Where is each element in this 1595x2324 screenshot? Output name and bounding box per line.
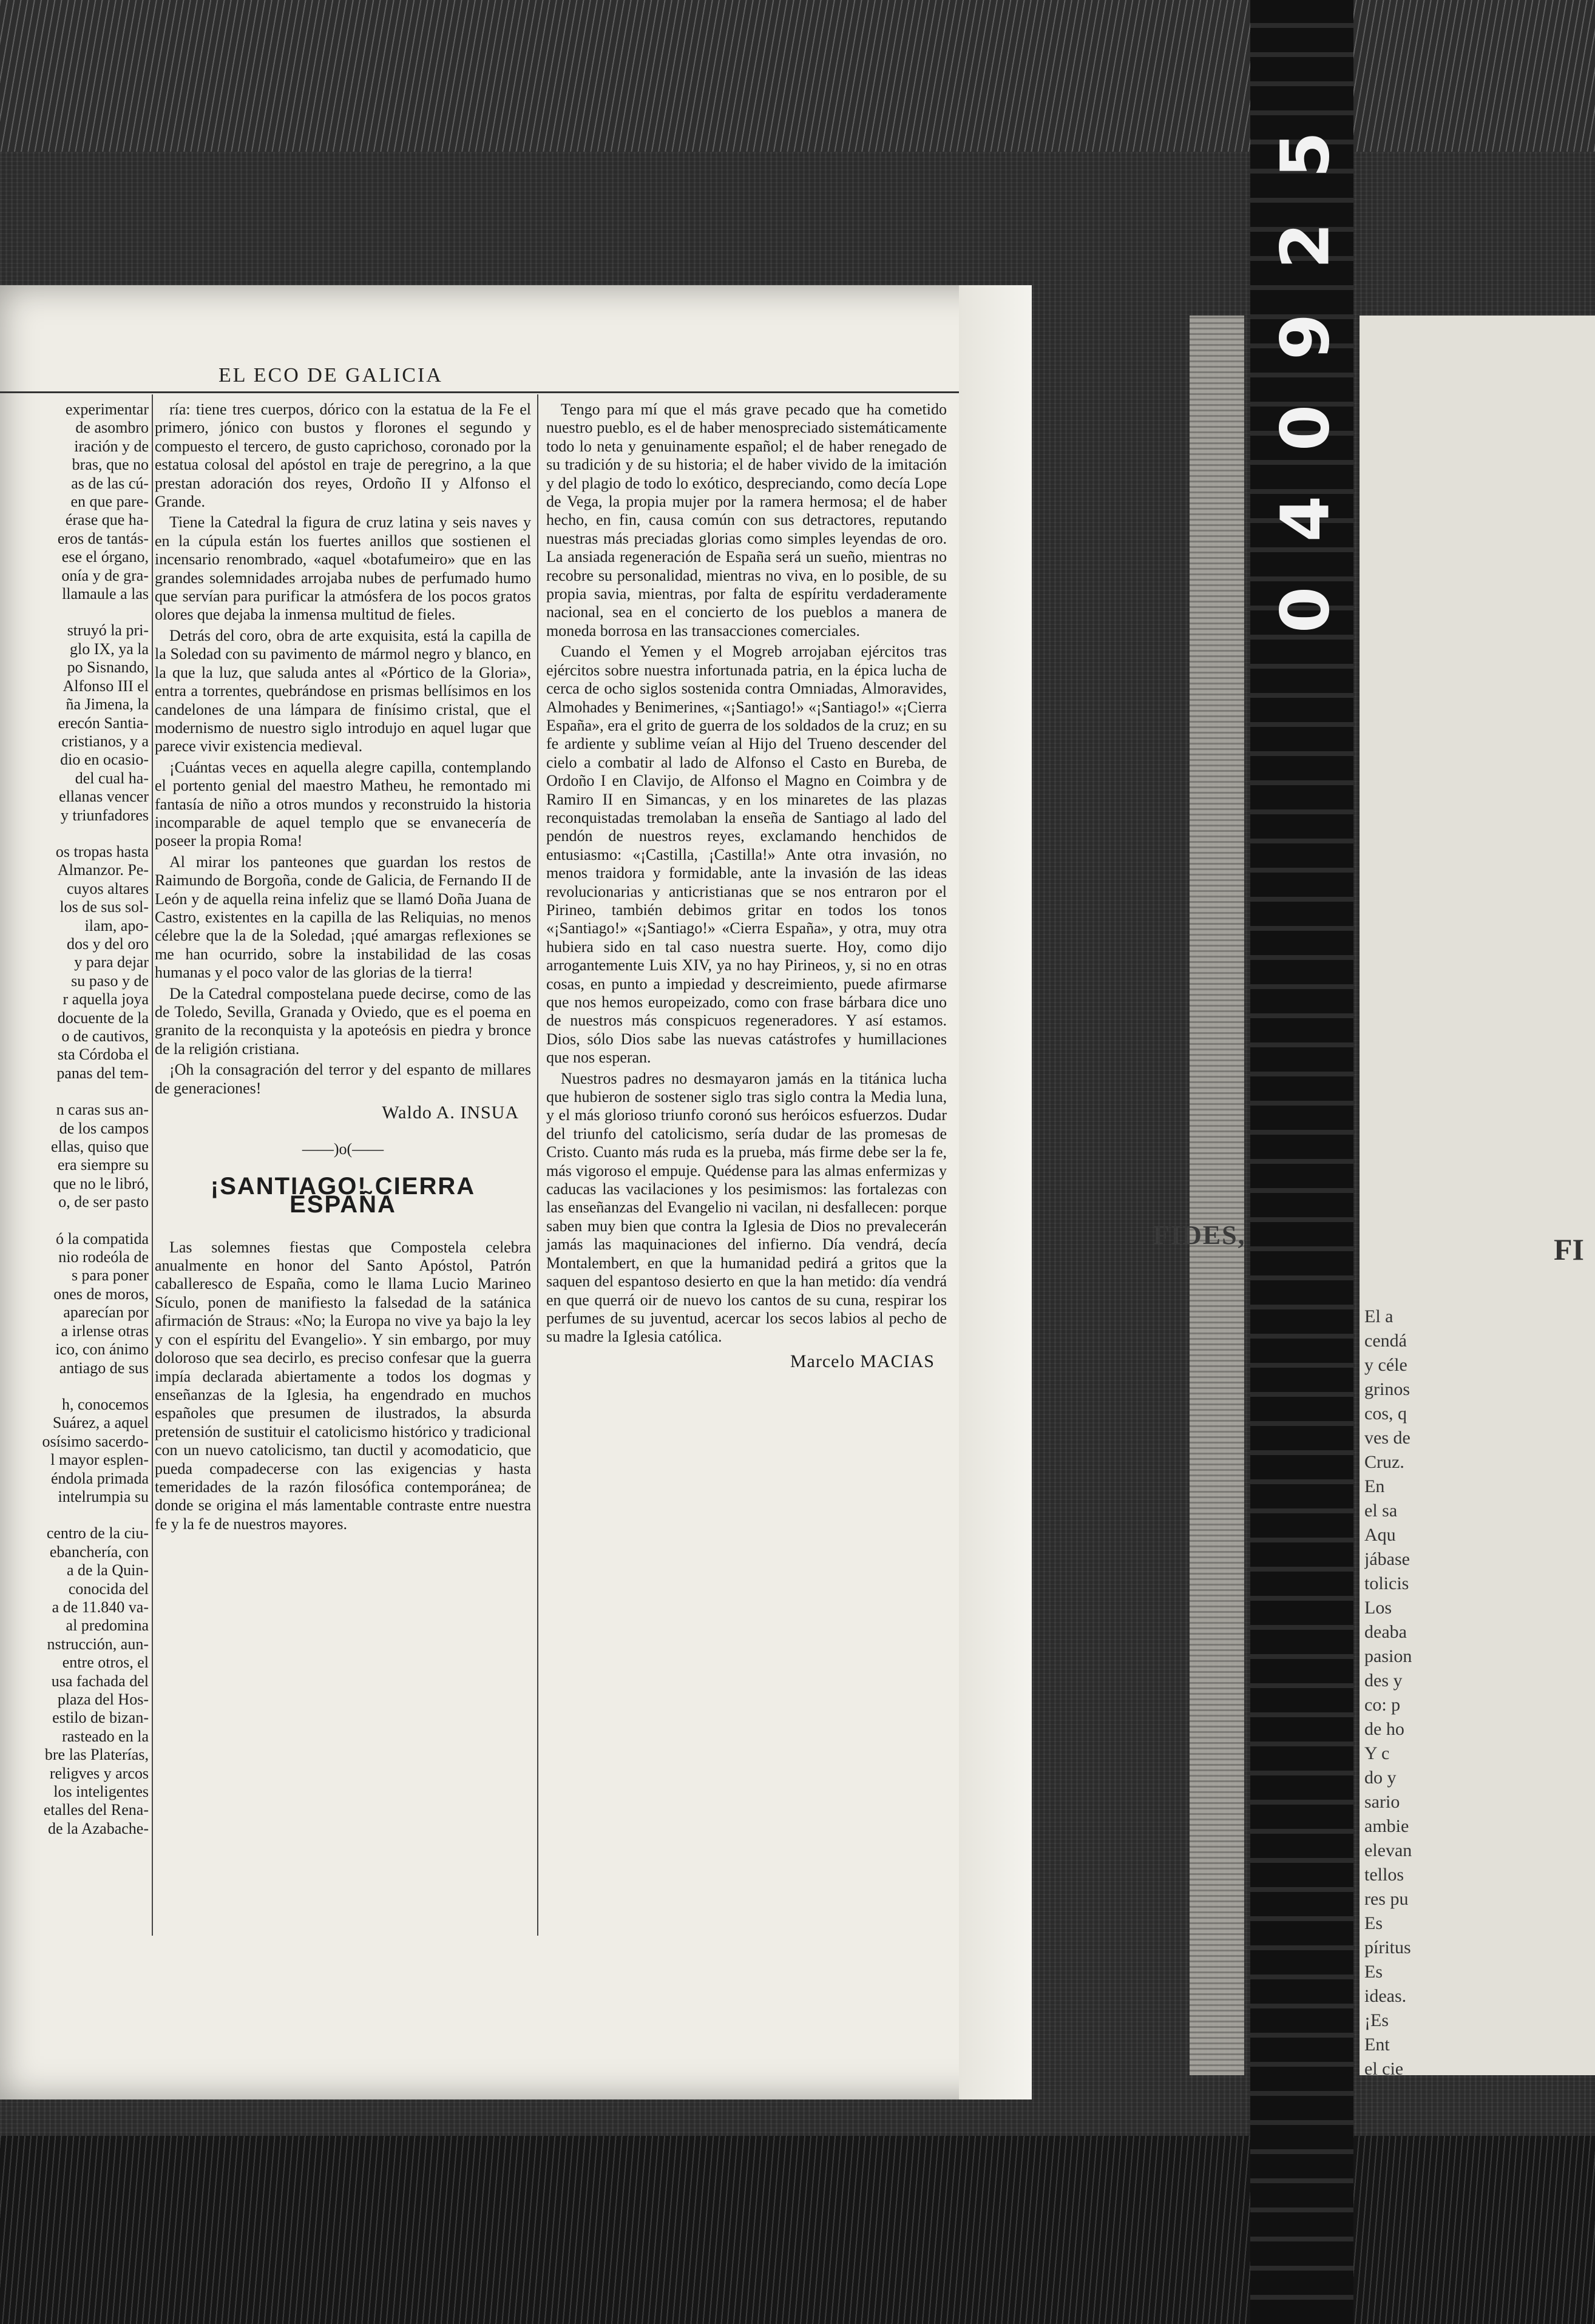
line-fragment: que no le libró,: [53, 1174, 149, 1192]
line-fragment: de los campos: [59, 1119, 149, 1137]
line-fragment: [0, 825, 149, 843]
line-fragment: bre las Platerías,: [44, 1746, 149, 1764]
neighbor-line: Ent: [1364, 2035, 1390, 2055]
line-fragment: en que pare-: [70, 493, 149, 511]
line-fragment: h, conocemos: [62, 1395, 149, 1413]
neighbor-line: tellos: [1364, 1865, 1404, 1885]
neighbor-line: des y: [1364, 1670, 1403, 1691]
paragraph: ¡Oh la consagración del terror y del espanto de millares de generaciones!: [155, 1061, 531, 1097]
neighbor-line: Cruz.: [1364, 1452, 1404, 1472]
neighbor-line: Es: [1364, 1962, 1383, 1982]
line-fragment: su paso y de: [71, 971, 149, 990]
neighbor-line: En: [1364, 1476, 1385, 1496]
line-fragment: Almanzor. Pe-: [57, 861, 149, 879]
line-fragment: l mayor esplen-: [50, 1451, 149, 1469]
line-fragment: docuente de la: [57, 1008, 149, 1027]
line-fragment: os tropas hasta: [55, 842, 149, 860]
neighbor-line: cos, q: [1364, 1404, 1407, 1424]
line-fragment: ones de moros,: [53, 1285, 149, 1303]
line-fragment: eros de tantás-: [57, 529, 149, 547]
column-rule: [152, 394, 153, 1936]
line-fragment: ó la compatida: [55, 1229, 149, 1248]
neighbor-line: ambie: [1364, 1816, 1409, 1836]
paragraph: ría: tiene tres cuerpos, dórico con la estatua de la Fe el primero, jónico con bustos y florones el segundo y compuesto el tercero, de gusto caprichoso, coronado por la estatua colosal del apóstol en traje de peregrino, a la que prestan adoración dos reyes, Ordoño II y Alfonso el Grande.: [155, 400, 531, 511]
line-fragment: llamaule a las: [62, 585, 149, 603]
line-fragment: bras, que no: [72, 456, 149, 474]
line-fragment: cristianos, y a: [61, 732, 149, 750]
paragraph: Nuestros padres no desmayaron jamás en la titánica lucha que hubieron de sostener siglo tras siglo contra la Media luna, y el más glorioso triunfo coronó sus heróicos esfuerzos. Dudar del triunfo del catolicismo, sería dudar de las promesas de Cristo. Cuanto más ruda es la prueba, más firme debe ser la fe, más vigoroso el empuje. Quédense para las almas enfermizas y caducas las vacilaciones y los pesimismos: las fortalezas con las enseñanzas del Evangelio ni vacilan, ni desfallecen: porque saben muy bien que contra la Iglesia de Dios no prevalecerán jamás las maquinaciones del infierno. Día vendrá, decía Montalembert, en que la humanidad pedirá a gritos que la saquen del espantoso desierto en que la han metido: día vendrá en que querrá oir de nuevo los cantos de su cuna, respirar los perfumes de su juventud, acercar los secos labios al pecho de su madre la Iglesia católica.: [546, 1069, 947, 1346]
film-digit: 0: [1265, 404, 1344, 451]
line-fragment: era siempre su: [57, 1156, 149, 1174]
line-fragment: as de las cú-: [71, 474, 149, 492]
column-left-fragment: [0, 400, 149, 1838]
masthead: EL ECO DE GALICIA: [218, 364, 443, 387]
line-fragment: glo IX, ya la: [70, 640, 149, 658]
column-rule: [537, 394, 538, 1936]
line-fragment: rasteado en la: [62, 1727, 149, 1745]
line-fragment: o, de ser pasto: [58, 1193, 149, 1211]
page-margin: [959, 285, 1032, 2099]
neighbor-line: co: p: [1364, 1695, 1401, 1715]
neighbor-line: deaba: [1364, 1622, 1407, 1642]
line-fragment: [0, 603, 149, 621]
line-fragment: erecón Santia-: [58, 714, 149, 732]
microfilm-bottom-band: [0, 2136, 1595, 2324]
neighbor-line: píritus: [1364, 1937, 1411, 1957]
line-fragment: a de la Quin-: [66, 1561, 149, 1579]
line-fragment: nstrucción, aun-: [47, 1635, 149, 1653]
line-fragment: centro de la ciu-: [46, 1524, 149, 1542]
line-fragment: panas del tem-: [56, 1064, 149, 1082]
neighbor-heading: FI: [1554, 1232, 1584, 1266]
line-fragment: a irlense otras: [61, 1322, 149, 1340]
paragraph: Cuando el Yemen y el Mogreb arrojaban ejércitos tras ejércitos sobre nuestra infortunada patria, en la épica lucha de cerca de ocho siglos sostenida contra Omniadas, Almoravides, Almohades y Benimerines, «¡Santiago!» «¡Santiago!» «¡Cierra España», era el grito de guerra de los soldados de la cruz; en su fe ardiente y sublime veían al Hijo del Trueno descender del cielo a combatir al lado de Alfonso el Casto en Bureba, de Ordoño I en Clavijo, de Alfonso el Magno en Coimbra y de Ramiro II en Simancas, y en los minaretes de las plazas reconquistadas tremolaban la enseña de Santiago al lado del pendón de nuestros reyes, exclamando henchidos de entusiasmo: «¡Castilla, ¡Castilla!» Ante otra invasión, no menos traidora y formidable, ante la invasión de las ideas revolucionarias y anticristianas que se nos entraron por el Pirineo, también debimos gritar en todos los tonos «¡Santiago!» «¡Santiago!» «Cierra España», y otra, muy otra hubiera sido en tal caso nuestra suerte. Hoy, como dijo arrogantemente Luis XIV, ya no hay Pirineos, y, si no en otras cosas, en punto a impiedad y descreimiento, puede afirmarse que nos hemos europeizado, como con frase bárbara dice uno de nuestros más conspicuos regeneradores. Y así estamos. Dios, sólo Dios sabe las nuevas catástrofes y humillaciones que nos esperan.: [546, 643, 947, 1067]
line-fragment: érase que ha-: [65, 511, 149, 529]
line-fragment: ebanchería, con: [49, 1542, 149, 1561]
neighbor-line: elevan: [1364, 1840, 1412, 1860]
line-fragment: nio rodeóla de: [58, 1248, 149, 1266]
film-digit: 0: [1265, 586, 1344, 633]
microfilm-top-band: [0, 0, 1595, 152]
line-fragment: iración y de: [74, 437, 149, 455]
neighbor-line: do y: [1364, 1768, 1397, 1788]
line-fragment: ilam, apo-: [84, 916, 149, 934]
line-fragment: éndola primada: [51, 1469, 149, 1487]
line-fragment: a de 11.840 va-: [52, 1598, 149, 1616]
neighbor-line: tolicis: [1364, 1573, 1409, 1593]
paragraph: Tiene la Catedral la figura de cruz latina y seis naves y en la cúpula están los fuertes anillos que sostienen el incensario renombrado, «aquel «botafumeiro» que en las grandes solemnidades arrojaba nubes de perfumado humo que servían para purificar la atmósfera de los pocos gratos olores que dejaba la inmensa multitud de fieles.: [155, 513, 531, 624]
neighbor-line: ideas.: [1364, 1986, 1407, 2006]
line-fragment: y para dejar: [74, 953, 149, 971]
neighbor-line: res pu: [1364, 1889, 1409, 1909]
paragraph: Las solemnes fiestas que Compostela celebra anualmente en honor del Santo Apóstol, Patrón caballeresco de España, como le llama Lucio Marineo Sículo, ponen de manifiesto la falsedad de la satánica afirmación de Straus: «No; la Europa no vive ya bajo la ley y con el espíritu del Evangelio». Y sin embargo, por muy doloroso que sea decirlo, es preciso confesar que la guerra impía declarada abiertamente a todos los dogmas y enseñanzas de la Iglesia, ha engendrado en muchos españoles que presumen de ilustrados, la absurda pretensión de sustituir el catolicismo histórico y tradicional con un nuevo catolicismo, tan ductil y acomodaticio, que pueda compadecerse con las exigencias y hasta temeridades de la razón filosófica contemporánea; de donde se origina el más lamentable contraste entre nuestra fe y la fe de nuestros mayores.: [155, 1238, 531, 1533]
line-fragment: y triunfadores: [60, 806, 149, 824]
line-fragment: intelrumpia su: [58, 1487, 149, 1505]
neighbor-line: y céle: [1364, 1355, 1407, 1375]
line-fragment: ico, con ánimo: [55, 1340, 149, 1359]
film-digit: 2: [1265, 222, 1344, 269]
line-fragment: dio en ocasio-: [60, 751, 149, 769]
neighbor-line: sario: [1364, 1792, 1400, 1812]
neighbor-line: el cie: [1364, 2059, 1404, 2079]
neighbor-line: ¡Es: [1364, 2010, 1389, 2030]
film-digit: 5: [1265, 131, 1344, 178]
line-fragment: del cual ha-: [75, 769, 149, 787]
film-frame-number: [1265, 121, 1344, 643]
neighbor-text-column: [1364, 1305, 1589, 2081]
paragraph: Tengo para mí que el más grave pecado que ha cometido nuestro pueblo, es el de haber menospreciado sistemáticamente todo lo neta y genuinamente español; el de haber renegado de su tradición y de su historia; el de haber vivido de la imitación y del plagio de todo lo exótico, despreciando, como decía Lope de Vega, la propia mujer por la ramera hermosa; el de haber hecho, en fin, causa común con sus detractores, reputando nuestras más preciadas glorias como simples leyendas de oro. La ansiada regeneración de España será un sueño, mientras no recobre su personalidad, mientras no viva, en lo posible, de su propia savia, mientras, por falta de espíritu verdaderamente nacional, sea en el concierto de los pueblos a manera de moneda borrosa en las transacciones comerciales.: [546, 400, 947, 640]
line-fragment: ellas, quiso que: [50, 1138, 149, 1156]
neighbor-line: Aqu: [1364, 1525, 1396, 1545]
neighbor-line: Los: [1364, 1598, 1392, 1618]
line-fragment: osísimo sacerdo-: [42, 1432, 149, 1450]
article-title: ¡SANTIAGO! CIERRA ESPAÑA: [210, 1172, 476, 1218]
line-fragment: experimentar: [65, 400, 149, 418]
neighbor-line: Y c: [1364, 1743, 1390, 1763]
line-fragment: al predomina: [66, 1616, 149, 1635]
line-fragment: po Sisnando,: [67, 658, 149, 677]
line-fragment: o de cautivos,: [61, 1027, 149, 1045]
line-fragment: struyó la pri-: [67, 621, 149, 640]
line-fragment: r aquella joya: [63, 990, 149, 1008]
neighbor-line: el sa: [1364, 1501, 1398, 1521]
line-fragment: religves y arcos: [49, 1764, 149, 1782]
line-fragment: ellanas vencer: [59, 788, 149, 806]
paragraph: Detrás del coro, obra de arte exquisita, está la capilla de la Soledad con su pavimento de mármol negro y blanco, en la que la luz, que saluda antes al «Pórtico de la Gloria», entra a torrentes, quebrándose en prismas bellísimos en los candelones de una lámpara de finísimo cristal, que el modernismo de nuestro siglo introdujo en aquel lugar que parece vivir existencia medieval.: [155, 626, 531, 755]
line-fragment: onía y de gra-: [61, 566, 149, 584]
column-right: [546, 400, 947, 1371]
paragraph: De la Catedral compostelana puede decirse, como de las de Toledo, Sevilla, Granada y Oviedo, que es el poema en granito de la reconquista y la apoteósis en piedra y bronce de la religión cristiana.: [155, 984, 531, 1058]
line-fragment: [0, 1212, 149, 1230]
line-fragment: Suárez, a aquel: [52, 1414, 149, 1432]
film-digit: 9: [1265, 313, 1344, 360]
line-fragment: etalles del Rena-: [43, 1801, 149, 1819]
line-fragment: estilo de bizan-: [52, 1709, 149, 1727]
line-fragment: los inteligentes: [53, 1783, 149, 1801]
column-middle: [155, 400, 531, 1536]
paragraph: Al mirar los panteones que guardan los restos de Raimundo de Borgoña, conde de Galicia, de Fernando II de León y de aquella reina infeliz que se llamó Doña Juana de Castro, existentes en la capilla de las Reliquias, no menos célebre que la de la Soledad, ¡qué amargas reflexiones se me han ocurrido, sobre la instabilidad de las cosas humanas y el poco valor de las glorias de la tierra!: [155, 853, 531, 982]
neighbor-line: Es: [1364, 1913, 1383, 1933]
line-fragment: Alfonso III el: [63, 677, 149, 695]
line-fragment: de la Azabache-: [47, 1819, 149, 1837]
line-fragment: conocida del: [68, 1579, 149, 1598]
line-fragment: los de sus sol-: [59, 898, 149, 916]
line-fragment: dos y del oro: [66, 934, 149, 953]
line-fragment: [0, 1083, 149, 1101]
neighbor-line: cendá: [1364, 1331, 1407, 1351]
neighbor-heading-fides: FIDES,: [1153, 1220, 1246, 1250]
line-fragment: ña Jimena, la: [66, 695, 149, 714]
film-digit: 4: [1265, 495, 1344, 542]
separator-ornament: ——)o(——: [302, 1140, 384, 1158]
line-fragment: entre otros, el: [62, 1653, 149, 1672]
line-fragment: usa fachada del: [51, 1672, 149, 1690]
neighbor-line: grinos: [1364, 1379, 1410, 1399]
line-fragment: s para poner: [71, 1266, 149, 1285]
neighbor-page-edge: [1190, 316, 1244, 2075]
line-fragment: ese el órgano,: [61, 548, 149, 566]
line-fragment: n caras sus an-: [56, 1101, 149, 1119]
line-fragment: plaza del Hos-: [57, 1691, 149, 1708]
signature-insua: Waldo A. INSUA: [382, 1103, 519, 1123]
line-fragment: antiago de sus: [59, 1359, 149, 1377]
neighbor-line: de ho: [1364, 1719, 1404, 1739]
neighbor-line: jábase: [1364, 1549, 1410, 1569]
line-fragment: cuyos altares: [66, 879, 149, 897]
line-fragment: sta Córdoba el: [57, 1045, 149, 1064]
line-fragment: [0, 1506, 149, 1524]
line-fragment: de asombro: [75, 419, 149, 437]
masthead-rule: [0, 391, 959, 393]
paragraph: ¡Cuántas veces en aquella alegre capilla, contemplando el portento genial del maestro Matheu, he remontado mi fantasía de niño a otros mundos y reconstruido la historia incomparable de aquel templo que se envanecería de poseer la propia Roma!: [155, 758, 531, 850]
neighbor-line: ves de: [1364, 1428, 1410, 1448]
line-fragment: aparecían por: [63, 1303, 149, 1322]
signature-macias: Marcelo MACIAS: [790, 1351, 935, 1371]
neighbor-line: El a: [1364, 1306, 1394, 1326]
neighbor-line: pasion: [1364, 1646, 1412, 1666]
line-fragment: [0, 1377, 149, 1396]
